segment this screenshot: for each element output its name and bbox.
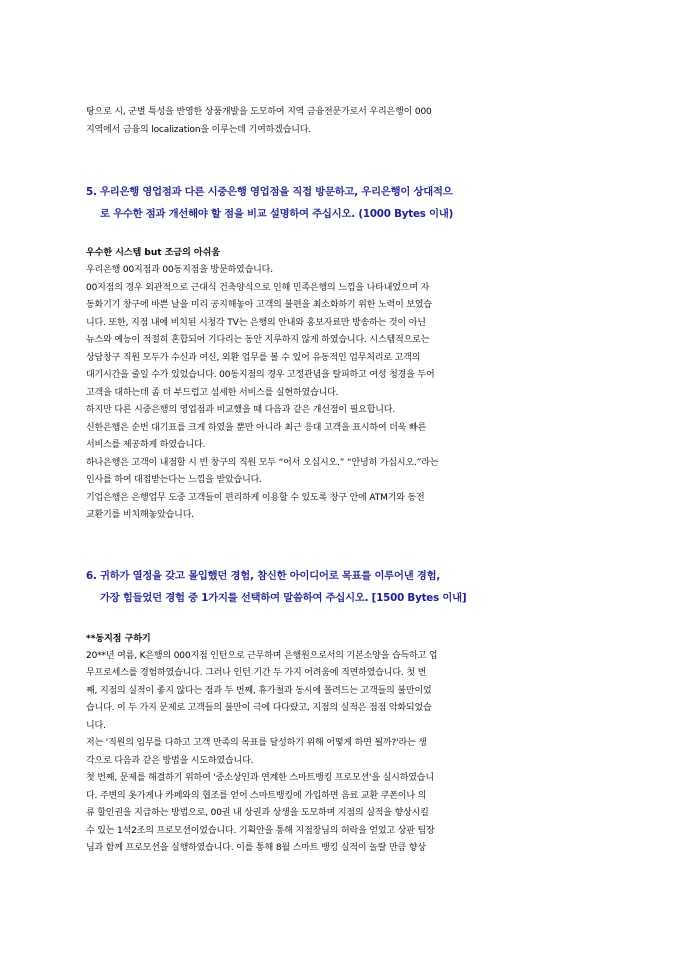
answer-5-line: 교환기를 비치해놓았습니다. (86, 510, 194, 520)
intro-paragraph (86, 104, 588, 139)
answer-5-line: 서비스를 제공하게 하였습니다. (86, 440, 206, 450)
document-body (86, 104, 588, 858)
answer-5-line: 우리은행 00지점과 00동지점을 방문하였습니다. (86, 265, 273, 275)
answer-5-line: 고객을 대하는데 좀 더 부드럽고 섬세한 서비스를 실현하였습니다. (86, 387, 339, 398)
answer-6-line: 저는 '직원의 임무를 다하고 고객 만족의 목표를 달성하기 위해 어떻게 하면 될까?'라는 생 (86, 738, 427, 748)
intro-line: 탕으로 시, 군별 특성을 반영한 상품개발을 도모하여 지역 금융전문가로서 우리은행이 000 (86, 107, 432, 117)
answer-5-line: 대기시간을 줄일 수가 있었습니다. 00동지점의 경우 고정관념을 탈피하고 여성 청경을 두어 (86, 370, 435, 380)
answer-6-body (86, 648, 588, 858)
answer-5-line: 기업은행은 은행업무 도중 고객들이 편리하게 이용할 수 있도록 창구 안에 ATM기와 동전 (86, 492, 425, 503)
answer-5-line: 니다. 또한, 지점 내에 비치된 시청각 TV는 은행의 안내와 홍보자료만 방송하는 것이 아닌 (86, 317, 426, 328)
answer-6-line: 첫 번째, 문제를 해결하기 위하여 '중소상인과 연계한 스마트뱅킹 프로모션'을 실시하였습니 (86, 773, 434, 783)
answer-5-subtitle: 우수한 시스템 but 조금의 아쉬움 (86, 248, 221, 258)
answer-5-line: 인사를 하여 대접받는다는 느낌을 받았습니다. (86, 475, 262, 485)
answer-5-line: 00지점의 경우 외관적으로 근대식 건축양식으로 인해 민족은행의 느낌을 나타내었으며 자 (86, 282, 430, 293)
answer-6-line: 각으로 다음과 같은 방법을 시도하였습니다. (86, 755, 254, 766)
question-5-heading (86, 181, 588, 225)
question-6-title-line1: 6. 귀하가 열정을 갖고 몰입했던 경험, 참신한 아이디어로 목표를 이루어낸 경험, (86, 569, 441, 582)
answer-6-line: 째, 지점의 실적이 좋지 않다는 점과 두 번째, 휴가철과 동시에 몰려드는 고객들의 불만이었 (86, 685, 432, 696)
answer-5-line: 하나은행은 고객이 내점할 시 빈 창구의 직원 모두 “어서 오십시오.” “안녕히 가십시오.”라는 (86, 457, 439, 468)
answer-6-line: 님과 함께 프로모션을 실행하였습니다. 이를 통해 8월 스마트 뱅킹 실적이 놀랄 만큼 향상 (86, 843, 426, 853)
answer-5-line: 동화기기 창구에 바쁜 날을 미리 공지해놓아 고객의 불편을 최소화하기 위한 노력이 보였습 (86, 300, 432, 310)
answer-6-line: 20**년 여름, K은행의 000지점 인턴으로 근무하며 은행원으로서의 기본소양을 습득하고 업 (86, 650, 438, 661)
answer-6-line: 무프로세스를 경험하였습니다. 그러나 인턴 기간 두 가지 어려움에 직면하였습니다. 첫 번 (86, 668, 427, 678)
answer-5-line: 뉴스와 예능이 적절히 혼합되어 기다리는 동안 지루하지 않게 하였습니다. 시스템적으로는 (86, 335, 430, 345)
answer-6-subtitle: **동지점 구하기 (86, 633, 151, 644)
question-6-heading (86, 565, 588, 609)
answer-5-line: 하지만 다른 시중은행의 영업점과 비교했을 때 다음과 같은 개선점이 필요합니다. (86, 405, 396, 415)
intro-line: 지역에서 금융의 localization을 이루는데 기여하겠습니다. (86, 124, 312, 135)
question-5-title-line2: 로 우수한 점과 개선해야 할 점을 비교 설명하여 주십시오. (1000 Bytes 이내) (100, 208, 454, 220)
answer-6-line: 수 있는 1석2조의 프로모션이었습니다. 기획안을 통해 지점장님의 허락을 얻었고 상판 팀장 (86, 825, 435, 836)
answer-5-line: 상담창구 직원 모두가 수신과 여신, 외환 업무를 볼 수 있어 유동적인 업무처리로 고객의 (86, 352, 421, 363)
answer-6-line: 류 할인권을 지급하는 방법으로, 00권 내 상권과 상생을 도모하며 지점의 실적을 향상시킬 (86, 808, 429, 818)
question-6-title-line2: 가장 힘들었던 경험 중 1가지를 선택하여 말씀하여 주십시오. [1500 Bytes 이내] (100, 591, 467, 604)
answer-6-line: 습니다. 이 두 가지 문제로 고객들의 불만이 극에 다다랐고, 지점의 실적은 점점 악화되었습 (86, 703, 432, 713)
answer-5-line: 신한은행은 순번 대기표를 크게 하였을 뿐만 아니라 최근 응대 고객을 표시하여 더욱 빠른 (86, 422, 427, 433)
question-5-title-line1: 5. 우리은행 영업점과 다른 시중은행 영업점을 직접 방문하고, 우리은행이 상대적으 (86, 186, 453, 198)
answer-6-line: 다. 주변의 옷가게나 카페와의 협조를 얻어 스마트뱅킹에 가입하면 음료 교환 쿠폰이나 의 (86, 790, 427, 801)
answer-6-line: 니다. (86, 720, 106, 731)
answer-5-body (86, 262, 588, 525)
